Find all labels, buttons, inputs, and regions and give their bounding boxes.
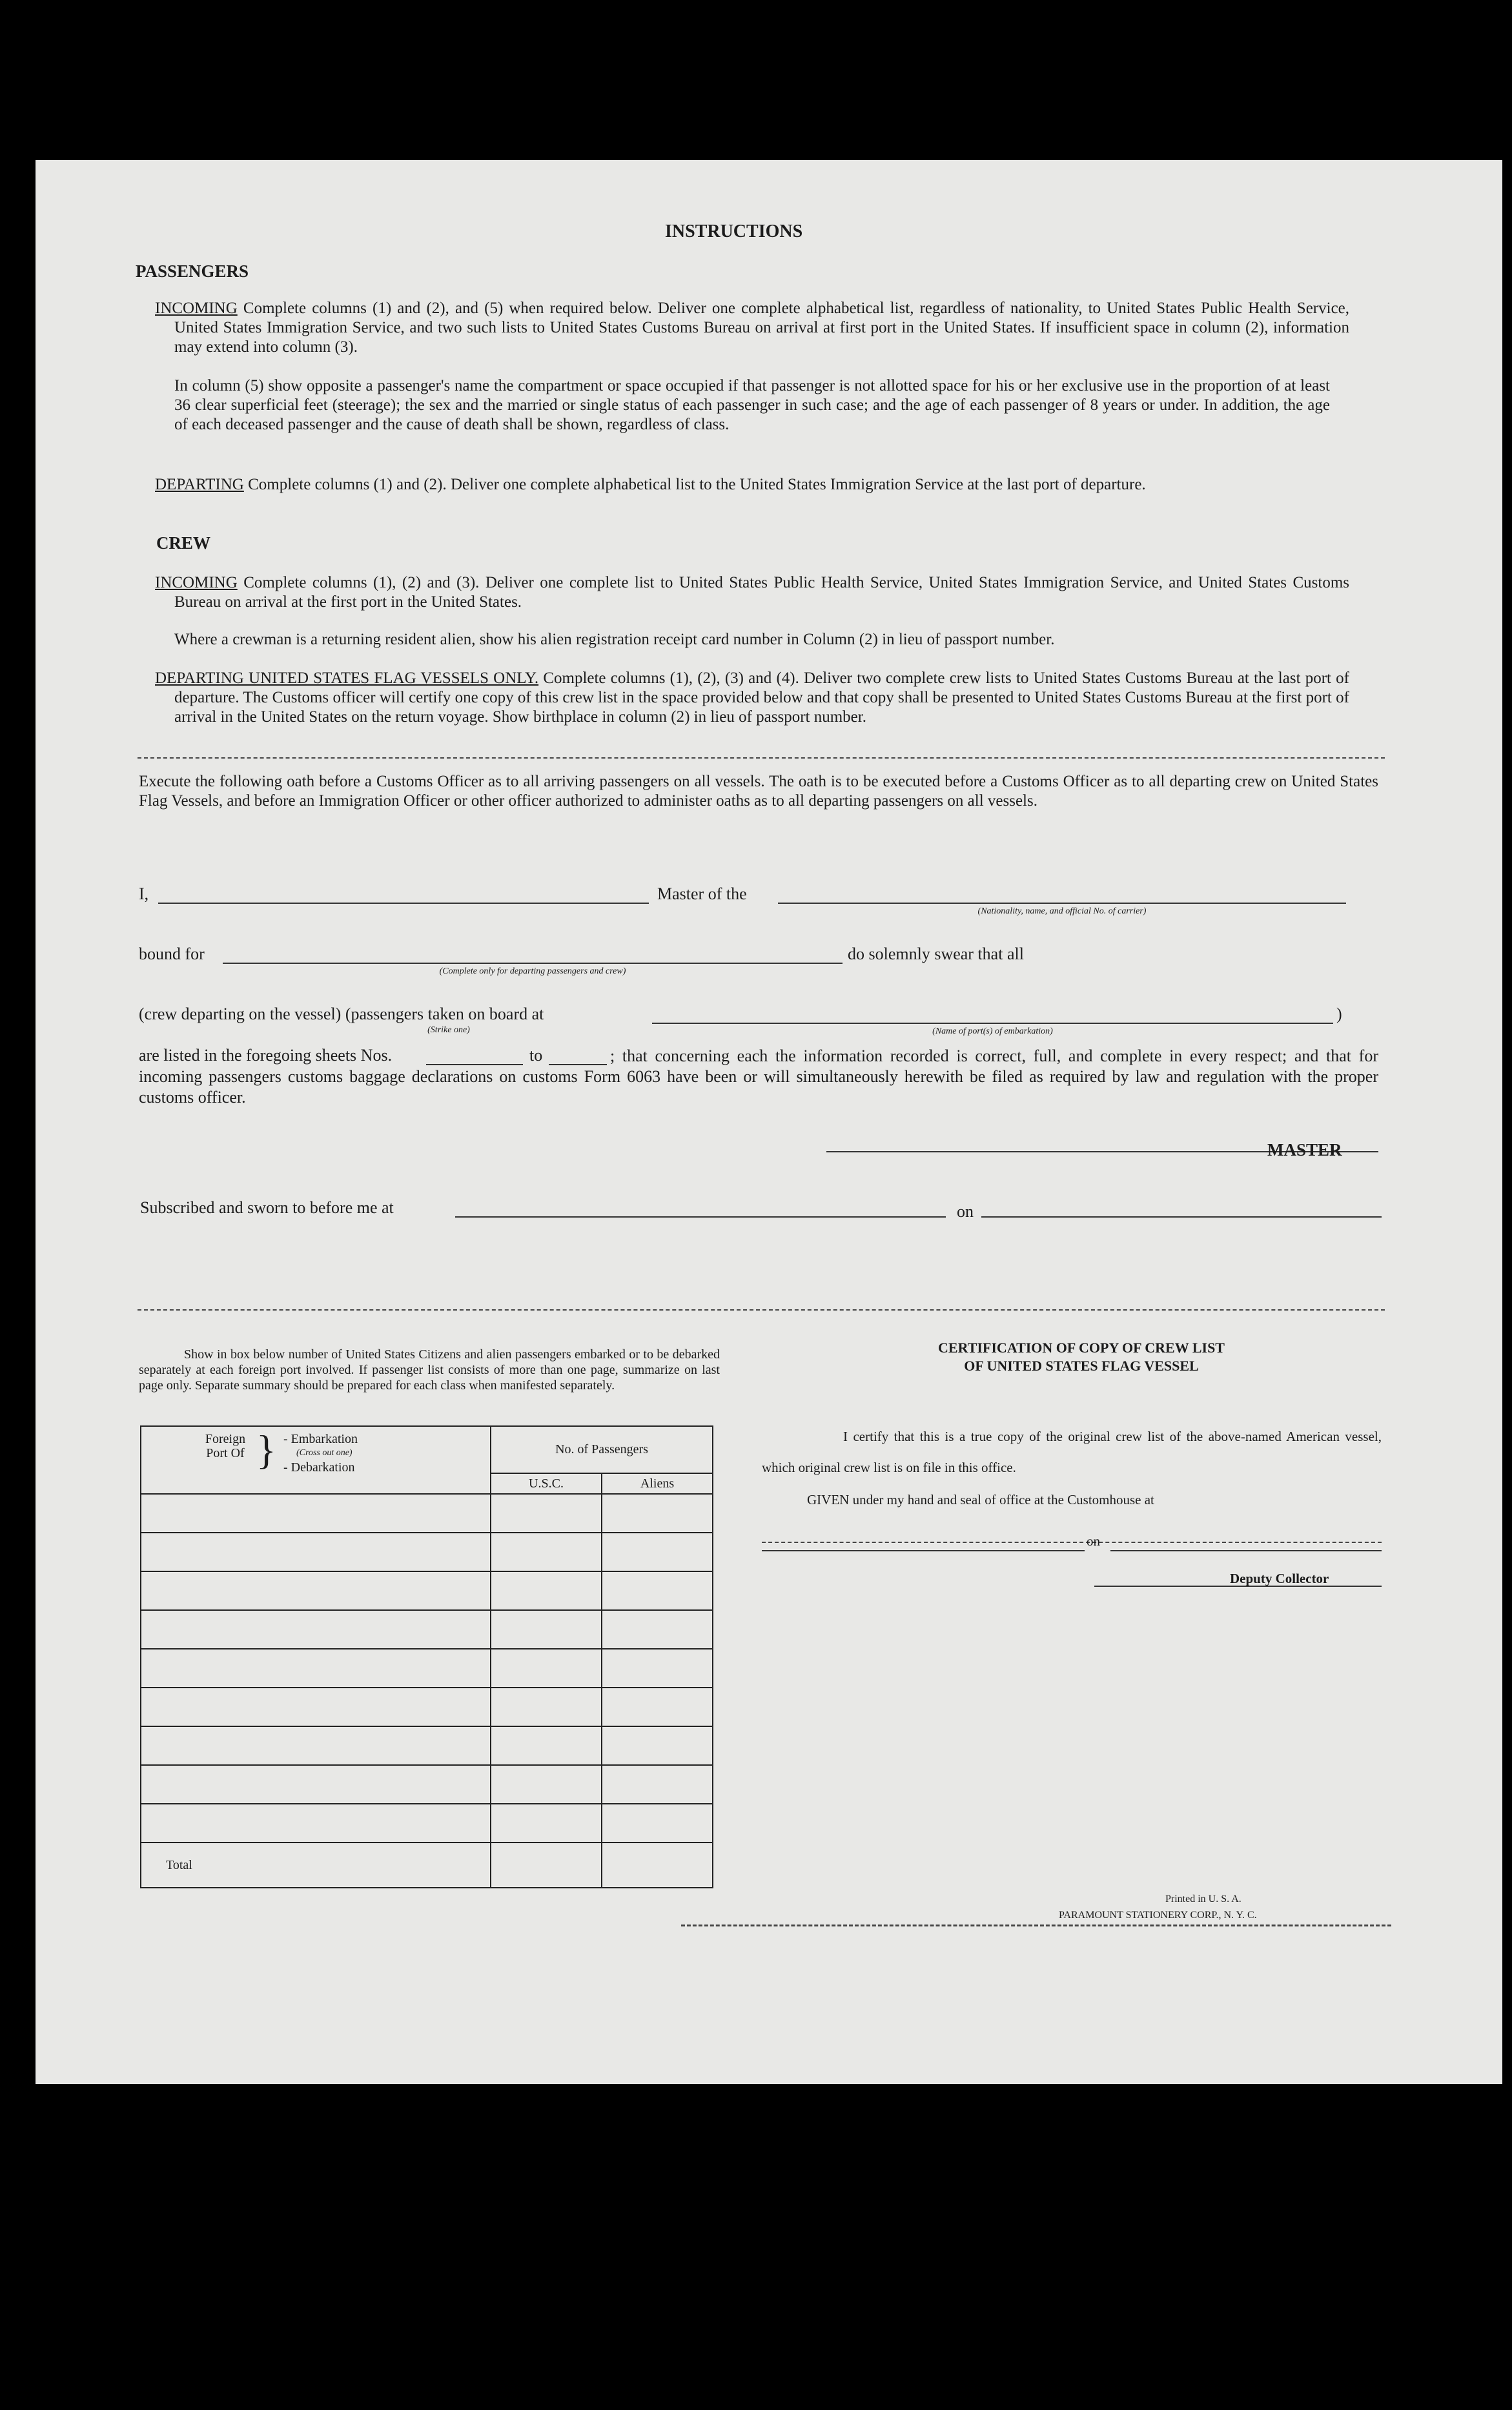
aliens-header: Aliens <box>602 1473 713 1494</box>
debarkation-label: - Debarkation <box>283 1460 355 1475</box>
embarkation-caption: (Name of port(s) of embarkation) <box>932 1026 1053 1036</box>
document-page <box>36 160 1502 2084</box>
certification-title-line2: OF UNITED STATES FLAG VESSEL <box>964 1358 1199 1374</box>
table-cell[interactable] <box>602 1765 713 1804</box>
passengers-incoming-label: INCOMING <box>155 300 238 317</box>
master-label: MASTER <box>1267 1140 1342 1159</box>
certification-title <box>881 1339 1282 1375</box>
table-row[interactable] <box>141 1688 491 1726</box>
crew-incoming-text: Complete columns (1), (2) and (3). Deliver one complete list to United States Public Health Service, United States Immigration Service, and United States Customs Bureau on arrival at the first port in the United States. <box>174 574 1350 611</box>
total-label: Total <box>141 1843 491 1888</box>
footer-dashed-rule <box>681 1925 1391 1926</box>
passengers-departing-paragraph <box>155 475 1349 495</box>
sworn-date-field[interactable] <box>981 1216 1382 1218</box>
subscribed-label: Subscribed and sworn to before me at <box>140 1198 394 1217</box>
certification-text: I certify that this is a true copy of the original crew list of the above-named American vessel, which original crew list is on file in this office. <box>762 1429 1382 1475</box>
cert-on-label: on <box>1087 1533 1100 1549</box>
bound-for-field[interactable] <box>223 963 843 964</box>
given-under-text: GIVEN under my hand and seal of office at the Customhouse at <box>807 1492 1154 1507</box>
total-usc-cell[interactable] <box>491 1843 602 1888</box>
table-cell[interactable] <box>491 1649 602 1688</box>
carrier-caption: (Nationality, name, and official No. of carrier) <box>977 906 1147 916</box>
table-cell[interactable] <box>602 1533 713 1571</box>
table-cell[interactable] <box>602 1571 713 1610</box>
strike-one-caption: (Strike one) <box>427 1025 470 1035</box>
table-row[interactable] <box>141 1765 491 1804</box>
certification-title-line1: CERTIFICATION OF COPY OF CREW LIST <box>938 1340 1225 1356</box>
crew-incoming-label: INCOMING <box>155 574 238 591</box>
table-cell[interactable] <box>602 1804 713 1843</box>
port-header-cell <box>141 1426 491 1494</box>
passengers-departing-text: Complete columns (1) and (2). Deliver one complete alphabetical list to the United States Immigration Service at the last port of departure. <box>248 476 1146 493</box>
oath-intro: Execute the following oath before a Customs Officer as to all arriving passengers on all vessels. The oath is to be executed before a Customs Officer as to all departing crew on United States Flag Vessels, and before an Immigration Officer or other officer authorized to administer oaths as to all departing passengers on all vessels. <box>139 773 1378 810</box>
table-row[interactable] <box>141 1571 491 1610</box>
table-cell[interactable] <box>602 1494 713 1533</box>
embarkation-port-field[interactable] <box>652 1023 1333 1024</box>
table-cell[interactable] <box>491 1726 602 1765</box>
passengers-departing-label: DEPARTING <box>155 476 244 493</box>
master-name-field[interactable] <box>158 903 649 904</box>
page-title: INSTRUCTIONS <box>665 221 803 241</box>
usc-header: U.S.C. <box>491 1473 602 1494</box>
oath-statement: ; that concerning each the information recorded is correct, full, and complete in every respect; and that for incoming passengers customs baggage declarations on customs Form 6063 have been or will simultaneously herewith be filed as required by law and regulation with the proper customs officer. <box>139 1047 1378 1107</box>
table-row[interactable] <box>141 1494 491 1533</box>
table-cell[interactable] <box>491 1688 602 1726</box>
carrier-field[interactable] <box>778 903 1346 904</box>
table-cell[interactable] <box>491 1610 602 1649</box>
passengers-column5-paragraph: In column (5) show opposite a passenger's name the compartment or space occupied if that passenger is not allotted space for his or her exclusive use in the proportion of at least 36 clear superficial feet (steerage); the sex and the married or single status of each passenger in such case; and the age of each passenger of 8 years or under. In addition, the age of each deceased passenger and the cause of death shall be shown, regardless of class. <box>174 377 1330 433</box>
cert-date-field[interactable] <box>1110 1550 1382 1551</box>
total-aliens-cell[interactable] <box>602 1843 713 1888</box>
table-row[interactable] <box>141 1726 491 1765</box>
printer-name: PARAMOUNT STATIONERY CORP., N. Y. C. <box>1059 1910 1257 1921</box>
table-cell[interactable] <box>602 1610 713 1649</box>
bound-for-label: bound for <box>139 945 205 963</box>
passenger-summary-table <box>140 1425 713 1888</box>
no-passengers-header: No. of Passengers <box>491 1426 713 1473</box>
passengers-heading: PASSENGERS <box>136 261 249 281</box>
foreign-port-of-label: Foreign Port Of <box>205 1432 246 1460</box>
crew-heading: CREW <box>156 533 211 553</box>
crew-incoming-paragraph <box>155 573 1349 612</box>
brace-glyph: } <box>256 1427 276 1473</box>
section-divider <box>138 757 1385 759</box>
table-cell[interactable] <box>602 1649 713 1688</box>
cert-location-field[interactable] <box>762 1550 1085 1551</box>
table-cell[interactable] <box>491 1533 602 1571</box>
printed-in-usa: Printed in U. S. A. <box>1165 1894 1241 1905</box>
table-row[interactable] <box>141 1649 491 1688</box>
passengers-incoming-text: Complete columns (1) and (2), and (5) when required below. Deliver one complete alphabetical list, regardless of nationality, to United States Public Health Service, United States Immigration Service, and two such lists to United States Customs Bureau on arrival at first port in the United States. If insufficient space in column (2), information may extend into column (3). <box>174 300 1350 356</box>
close-paren: ) <box>1336 1005 1342 1023</box>
table-row[interactable] <box>141 1533 491 1571</box>
crew-departing-text: (crew departing on the vessel) (passengers taken on board at <box>139 1005 544 1023</box>
section-divider-2 <box>138 1309 1385 1311</box>
table-row[interactable] <box>141 1610 491 1649</box>
embarkation-label: - Embarkation <box>283 1432 358 1446</box>
crew-departing-paragraph <box>155 669 1349 727</box>
listed-in-label: are listed in the foregoing sheets Nos. <box>139 1046 393 1065</box>
crew-departing-label: DEPARTING UNITED STATES FLAG VESSELS ONLY. <box>155 669 539 687</box>
table-cell[interactable] <box>491 1494 602 1533</box>
summary-note: Show in box below number of United States Citizens and alien passengers embarked or to be debarked separately at each foreign port involved. If passenger list consists of more than one page, summarize on last page only. Separate summary should be prepared for each class when manifested separately. <box>139 1347 720 1393</box>
crew-resident-paragraph: Where a crewman is a returning resident alien, show his alien registration receipt card number in Column (2) in lieu of passport number. <box>174 631 1055 648</box>
master-of-the-label: Master of the <box>657 884 747 903</box>
table-cell[interactable] <box>491 1571 602 1610</box>
swear-text: do solemnly swear that all <box>848 945 1024 963</box>
table-cell[interactable] <box>491 1765 602 1804</box>
cross-out-label: (Cross out one) <box>296 1448 352 1458</box>
table-row[interactable] <box>141 1804 491 1843</box>
sworn-location-field[interactable] <box>455 1216 946 1218</box>
table-cell[interactable] <box>602 1688 713 1726</box>
passengers-incoming-paragraph <box>155 299 1349 357</box>
table-cell[interactable] <box>602 1726 713 1765</box>
oath-i-label: I, <box>139 884 149 903</box>
customhouse-field[interactable] <box>762 1542 1382 1543</box>
to-label: to <box>529 1046 543 1065</box>
bound-for-caption: (Complete only for departing passengers and crew) <box>439 966 626 976</box>
crew-departing-text: Complete columns (1), (2), (3) and (4). Deliver two complete crew lists to United States Customs Bureau at the last port of departure. The Customs officer will certify one copy of this crew list in the space provided below and that copy shall be presented to United States Customs Bureau at the first port of arrival in the United States on the return voyage. Show birthplace in column (2) in lieu of passport number. <box>174 669 1349 726</box>
table-cell[interactable] <box>491 1804 602 1843</box>
deputy-collector-label: Deputy Collector <box>1230 1571 1329 1586</box>
sworn-on-label: on <box>957 1202 974 1221</box>
